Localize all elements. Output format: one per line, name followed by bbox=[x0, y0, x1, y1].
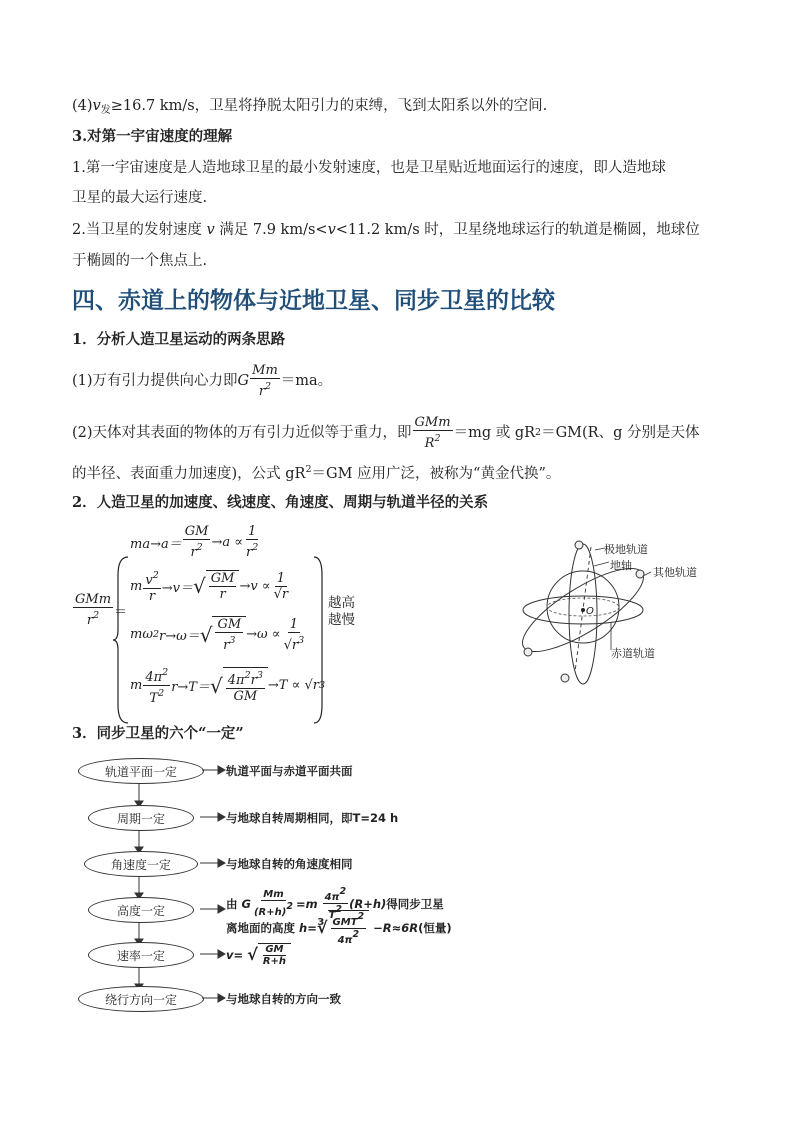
item1-line1: 1.第一宇宙速度是人造地球卫星的最小发射速度，也是卫星贴近地面运行的速度，即人造地球 bbox=[72, 160, 666, 176]
subheading-2: 2．人造卫星的加速度、线速度、角速度、周期与轨道半径的关系 bbox=[72, 494, 489, 511]
flow-desc-speed: v= √ $\frac{GM}{R+h}$ bbox=[226, 943, 291, 967]
fraction-Mm-r2: $\frac{Mm}{r^2}$ bbox=[252, 363, 278, 399]
flow-desc-period: 与地球自转周期相同，即T=24 h bbox=[226, 811, 399, 825]
item2-text-a: 2.当卫星的发射速度 bbox=[72, 222, 202, 238]
p3-text-b: ＝GM 应用广泛，被称为“黄金代换”。 bbox=[311, 466, 561, 482]
item2-text-b: 满足 7.9 km/s< bbox=[219, 222, 328, 238]
item2-line1 bbox=[72, 220, 700, 240]
flow-box-speed: 速率一定 bbox=[88, 942, 194, 968]
fraction-GMm-r2-lhs: $\frac{\text{GMm}}{r^2}$ bbox=[75, 592, 112, 628]
paragraph-3: 的半径、表面重力加速度)，公式 $gR^2=GM$ 应用广泛，被称为“黄金代换”。 bbox=[72, 464, 561, 482]
label-other-orbit: 其他轨道 bbox=[653, 566, 697, 579]
p2-text-c: ＝GM(R、g 分别是天体 bbox=[541, 425, 700, 441]
item2-v2: v bbox=[327, 222, 336, 238]
brace-label-slower: 越慢 bbox=[328, 612, 355, 628]
item-number: (4) bbox=[72, 98, 93, 114]
flow-box-direction: 绕行方向一定 bbox=[78, 986, 204, 1012]
center-point bbox=[581, 608, 585, 612]
height-desc1: 得同步卫星 bbox=[386, 896, 444, 911]
polar-satellite bbox=[575, 541, 583, 549]
p1-result: ＝ma。 bbox=[280, 373, 333, 389]
formula-lhs: $\frac{\text{GMm}}{r^2}$ ＝ bbox=[75, 592, 128, 628]
formula-velocity: m $\frac{v^2}{r}$ →v＝ √ $\frac{GM}{r}$ →v ∝ $\frac{1}{√r}$ bbox=[130, 570, 289, 604]
earth-sphere bbox=[547, 571, 619, 643]
label-center-o: O bbox=[586, 606, 594, 617]
subheading-1: 1．分析人造卫星运动的两条思路 bbox=[72, 331, 286, 348]
height-desc2: 离地面的高度 bbox=[226, 921, 295, 935]
right-brace bbox=[312, 555, 326, 725]
item2-line2: 于椭圆的一个焦点上. bbox=[72, 253, 208, 269]
label-earth-axis: 地轴 bbox=[610, 559, 632, 572]
item2-text-c: <11.2 km/s 时，卫星绕地球运行的轨道是椭圆，地球位 bbox=[335, 222, 700, 238]
item1-line2: 卫星的最大运行速度. bbox=[72, 190, 208, 206]
flow-right-arrows bbox=[200, 760, 230, 1010]
flow-desc-angular-velocity: 与地球自转的角速度相同 bbox=[226, 857, 353, 871]
brace-label bbox=[328, 595, 355, 629]
flow-desc-height-line2: 离地面的高度 h= ∛ $\frac{\text{GMT2}}{4\pi 2}$ −R≈6R (恒量) bbox=[226, 911, 452, 946]
velocity-subscript: 发 bbox=[100, 105, 111, 116]
section-title: 四、赤道上的物体与近地卫星、同步卫星的比较 bbox=[72, 288, 555, 314]
label-polar-orbit: 极地轨道 bbox=[604, 543, 648, 556]
p1-text: (1)万有引力提供向心力即 bbox=[72, 373, 238, 389]
brace-label-higher: 越高 bbox=[328, 595, 355, 611]
velocity-symbol: v bbox=[92, 98, 101, 114]
p3-text-a: 的半径、表面重力加速度)，公式 gR bbox=[72, 466, 306, 482]
other-satellite bbox=[636, 570, 644, 578]
other-satellite-2 bbox=[524, 648, 532, 656]
subheading-3: 3．同步卫星的六个“一定” bbox=[72, 725, 244, 742]
paragraph-1: (1)万有引力提供向心力即 G $\frac{Mm}{r^2}$ ＝ma。 bbox=[72, 363, 333, 399]
escape-velocity-line bbox=[72, 96, 547, 121]
flow-box-orbital-plane: 轨道平面一定 bbox=[78, 758, 204, 784]
formula-period: m $\frac{4\pi^2}{T^2}$ r→T＝ √ $\frac{4\pi^2r^3}{GM}$ →T ∝ √r 3 bbox=[130, 667, 326, 706]
p2-text-b: ＝mg 或 gR bbox=[453, 425, 536, 441]
flow-desc-height-line1: 由 G $\frac{Mm}{(R+h)2}$ =m $\frac{4\pi 2}{T2}$ (R+h) 得同步卫星 bbox=[226, 886, 444, 921]
flow-box-angular-velocity: 角速度一定 bbox=[84, 851, 198, 877]
label-equatorial-orbit: 赤道轨道 bbox=[611, 647, 655, 660]
item2-v1: v bbox=[206, 222, 215, 238]
flow-box-period: 周期一定 bbox=[88, 805, 194, 831]
bottom-satellite bbox=[561, 674, 569, 682]
left-brace bbox=[112, 555, 132, 725]
flow-desc-orbital-plane: 轨道平面与赤道平面共面 bbox=[226, 764, 353, 778]
flow-desc-direction: 与地球自转的方向一致 bbox=[226, 992, 341, 1006]
escape-velocity-text: ≥16.7 km/s，卫星将挣脱太阳引力的束缚，飞到太阳系以外的空间. bbox=[110, 98, 548, 114]
paragraph-2: (2)天体对其表面的物体的万有引力近似等于重力，即 $\frac{\text{GMm}}{R^2}$ ＝mg 或 gR 2 ＝GM(R、g 分别是天体 bbox=[72, 415, 700, 451]
p2-text-a: (2)天体对其表面的物体的万有引力近似等于重力，即 bbox=[72, 425, 412, 441]
formula-acceleration: ma→a＝ $\frac{GM}{r^2}$ →a ∝ $\frac{1}{r^2}$ bbox=[130, 524, 259, 560]
height-desc2b: (恒量) bbox=[418, 921, 452, 935]
fraction-GMm-R2: $\frac{\text{GMm}}{R^2}$ bbox=[414, 415, 451, 451]
heading-first-cosmic-velocity: 3.对第一宇宙速度的理解 bbox=[72, 128, 233, 145]
flow-box-height: 高度一定 bbox=[88, 897, 194, 923]
formula-angular-velocity: mω 2 r→ω＝ √ $\frac{GM}{r^3}$ →ω ∝ $\frac{1}{√r^3}$ bbox=[130, 616, 305, 653]
